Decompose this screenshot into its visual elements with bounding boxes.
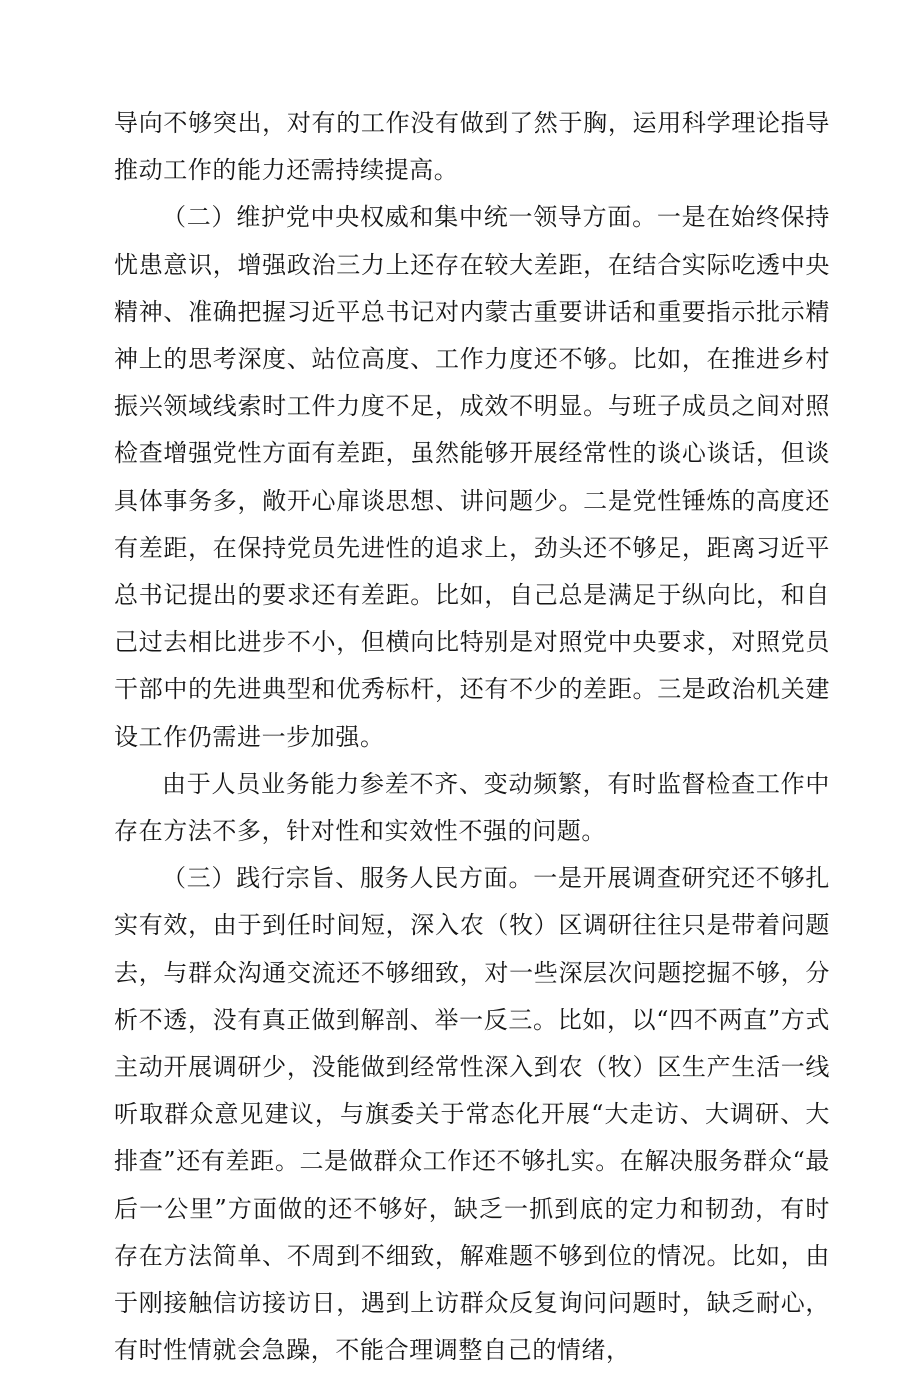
paragraph-staffing-note: 由于人员业务能力参差不齐、变动频繁，有时监督检查工作中存在方法不多，针对性和实效性不强的问题。 [114, 769, 830, 846]
document-body [114, 100, 830, 1374]
paragraph-section-two: （二）维护党中央权威和集中统一领导方面。一是在始终保持忧患意识，增强政治三力上还存在较大差距，在结合实际吃透中央精神、准确把握习近平总书记对内蒙古重要讲话和重要指示批示精神上的思考深度、站位高度、工作力度还不够。比如，在推进乡村振兴领域线索时工件力度不足，成效不明显。与班子成员之间对照检查增强党性方面有差距，虽然能够开展经常性的谈心谈话，但谈具体事务多，敞开心扉谈思想、讲问题少。二是党性锤炼的高度还有差距，在保持党员先进性的追求上，劲头还不够足，距离习近平总书记提出的要求还有差距。比如，自己总是满足于纵向比，和自己过去相比进步不小，但横向比特别是对照党中央要求，对照党员干部中的先进典型和优秀标杆，还有不少的差距。三是政治机关建设工作仍需进一步加强。 [114, 203, 830, 751]
paragraph-continuation: 导向不够突出，对有的工作没有做到了然于胸，运用科学理论指导推动工作的能力还需持续提高。 [114, 109, 830, 185]
paragraph-section-three: （三）践行宗旨、服务人民方面。一是开展调查研究还不够扎实有效，由于到任时间短，深入农（牧）区调研往往只是带着问题去，与群众沟通交流还不够细致，对一些深层次问题挖掘不够，分析不透，没有真正做到解剖、举一反三。比如，以“四不两直”方式主动开展调研少，没能做到经常性深入到农（牧）区生产生活一线听取群众意见建议，与旗委关于常态化开展“大走访、大调研、大排查”还有差距。二是做群众工作还不够扎实。在解决服务群众“最后一公里”方面做的还不够好，缺乏一抓到底的定力和韧劲，有时存在方法简单、不周到不细致，解难题不够到位的情况。比如，由于刚接触信访接访日，遇到上访群众反复询问问题时，缺乏耐心，有时性情就会急躁，不能合理调整自己的情绪， [114, 864, 830, 1365]
